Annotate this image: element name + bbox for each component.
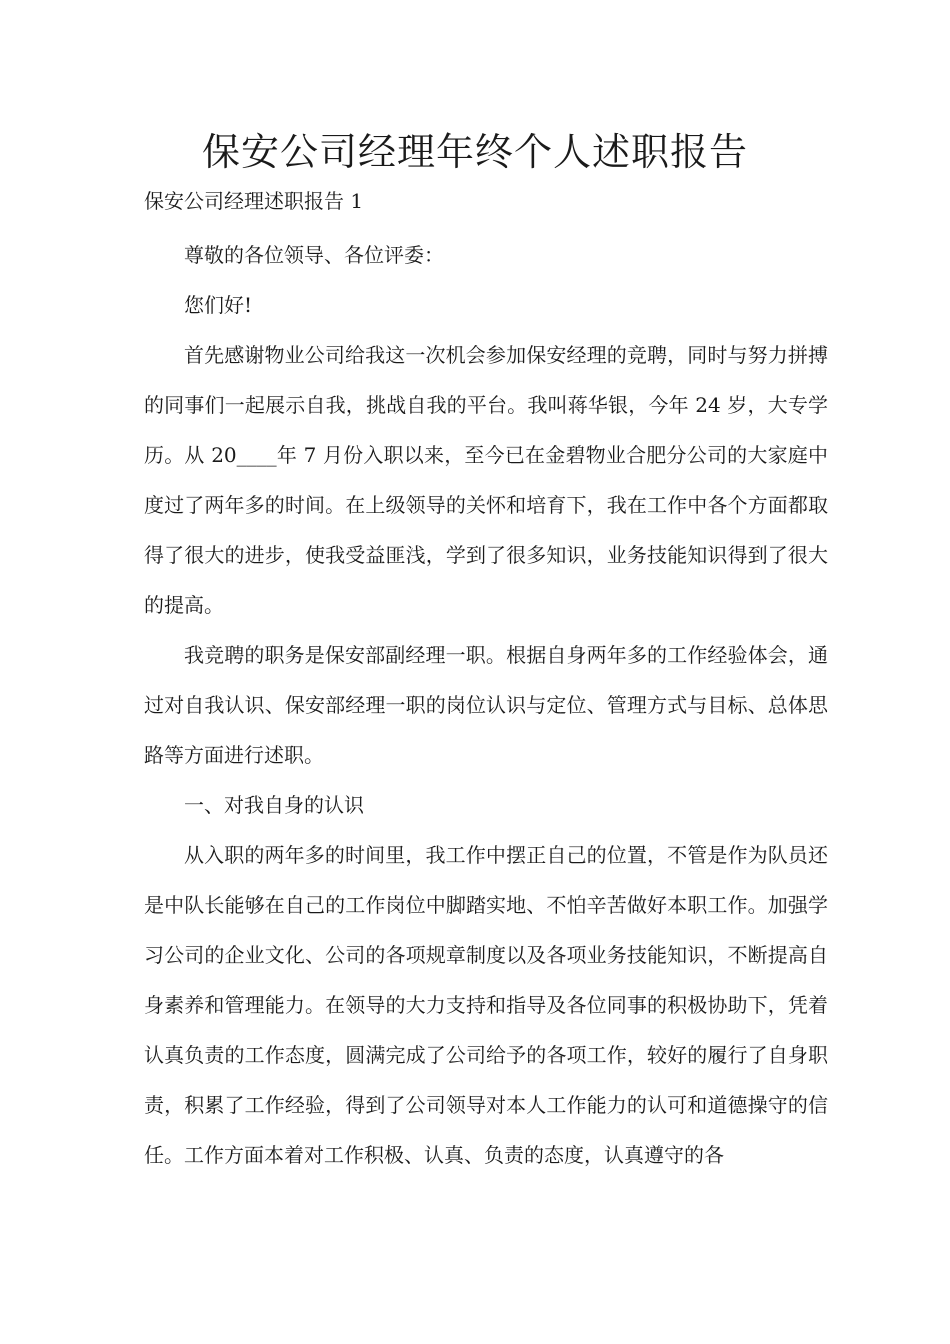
paragraph-position: 我竞聘的职务是保安部副经理一职。根据自身两年多的工作经验体会，通过对自我认识、保安部经理一职的岗位认识与定位、管理方式与目标、总体思路等方面进行述职。 (144, 643, 828, 767)
document-body (144, 230, 828, 1180)
paragraph-self-assessment: 从入职的两年多的时间里，我工作中摆正自己的位置，不管是作为队员还是中队长能够在自己的工作岗位中脚踏实地、不怕辛苦做好本职工作。加强学习公司的企业文化、公司的各项规章制度以及各项业务技能知识，不断提高自身素养和管理能力。在领导的大力支持和指导及各位同事的积极协助下，凭着认真负责的工作态度，圆满完成了公司给予的各项工作，较好的履行了自身职责，积累了工作经验，得到了公司领导对本人工作能力的认可和道德操守的信任。工作方面本着对工作积极、认真、负责的态度，认真遵守的各 (144, 843, 828, 1167)
document-subtitle: 保安公司经理述职报告 1 (144, 189, 364, 213)
document-title: 保安公司经理年终个人述职报告 (201, 130, 748, 174)
section-heading-1: 一、对我自身的认识 (184, 793, 364, 817)
salutation: 尊敬的各位领导、各位评委： (184, 243, 444, 267)
greeting: 您们好! (184, 293, 253, 317)
paragraph-intro: 首先感谢物业公司给我这一次机会参加保安经理的竞聘，同时与努力拼搏的同事们一起展示自我，挑战自我的平台。我叫蒋华银，今年 24 岁，大专学历。从 20____年 7 月份入职以来，至今已在金碧物业合肥分公司的大家庭中度过了两年多的时间。在上级领导的关怀和培育下，我在工作中各个方面都取得了很大的进步，使我受益匪浅，学到了很多知识，业务技能知识得到了很大的提高。 (144, 343, 828, 617)
